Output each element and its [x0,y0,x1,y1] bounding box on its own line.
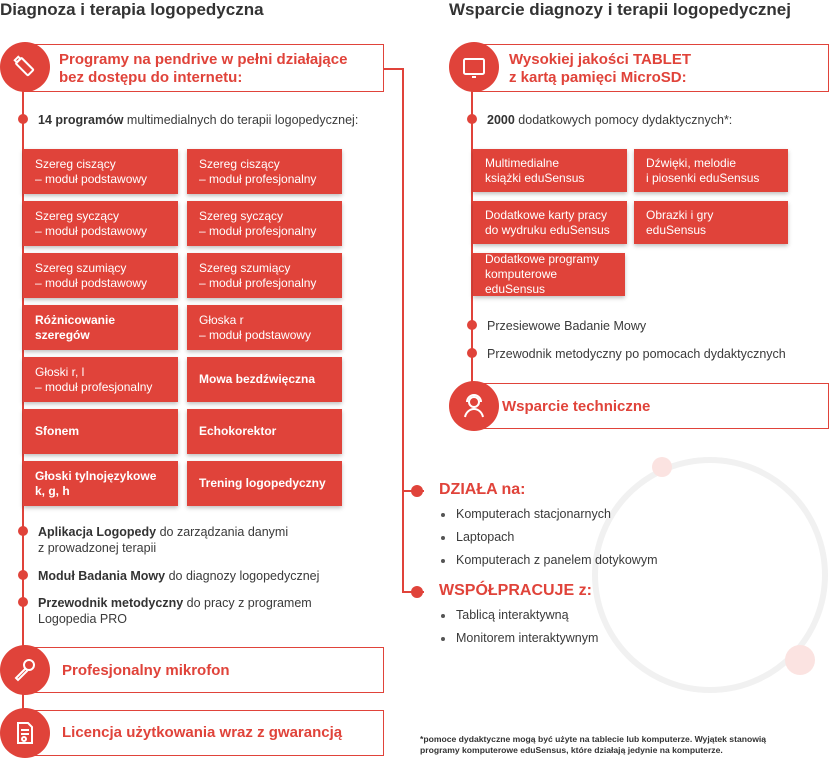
microphone-label: Profesjonalny mikrofon [62,662,230,679]
left-title: Diagnoza i terapia logopedyczna [0,0,264,19]
works-on-heading: DZIAŁA na: [439,481,526,498]
program-label: Mowa bezdźwięczna [199,372,316,386]
timeline-dot [467,348,477,358]
extra-bold: Aplikacja Logopedy [38,525,157,539]
aids-intro-text: dodatkowych pomocy dydaktycznych*: [514,113,733,127]
extra-item-guide [38,595,312,627]
program-button [187,357,342,402]
aid-button [473,253,625,296]
tablet-line2: z kartą pamięci MicroSD: [509,69,687,86]
aid-button [634,149,788,192]
connector-vertical [402,68,404,593]
program-label: Szereg ciszący [199,156,280,171]
program-sublabel: – moduł profesjonalny [199,171,317,186]
works-on-item: Komputerach z panelem dotykowym [456,553,658,567]
certificate-icon [0,708,50,758]
cooperates-item: Tablicą interaktywną [456,608,569,622]
extra-bold: Moduł Badania Mowy [38,569,166,583]
program-label: Szereg szumiący [35,260,127,275]
timeline-dot [467,320,477,330]
program-sublabel: – moduł profesjonalny [35,379,153,394]
pendrive-line1: Programy na pendrive w pełni działające [59,51,348,68]
support-agent-icon [449,381,499,431]
program-button [23,357,178,402]
footnote-line2: programy komputerowe eduSensus, które działają jedynie na komputerze. [420,745,723,755]
extra-line2: Logopedia PRO [38,612,127,626]
program-sublabel: – moduł podstawowy [35,275,148,290]
program-label: Szereg syczący [35,208,120,223]
program-button [187,461,342,506]
program-button [187,149,342,194]
aid-label: Dodatkowe programy [485,252,600,266]
extra-bold: Przewodnik metodyczny [38,596,184,610]
program-label: Szereg szumiący [199,260,291,275]
aids-intro [487,112,732,128]
pendrive-line2: bez dostępu do internetu: [59,69,243,86]
programs-intro [38,112,358,128]
program-button [23,149,178,194]
program-label: Trening logopedyczny [199,476,326,490]
program-button [187,253,342,298]
aid-sublabel: do wydruku eduSensus [485,222,610,237]
usb-drive-icon [0,42,50,92]
aid-sublabel: komputerowe eduSensus [485,267,558,296]
program-sublabel: – moduł podstawowy [35,171,148,186]
program-sublabel: – moduł profesjonalny [199,223,317,238]
program-label: Sfonem [35,424,80,438]
right-extra-guide: Przewodnik metodyczny po pomocach dydaktycznych [487,347,786,361]
aid-sublabel: książki eduSensus [485,170,585,185]
timeline-dot [18,570,28,580]
program-button [23,201,178,246]
section-dot [411,485,423,497]
tablet-line1: Wysokiej jakości TABLET [509,51,691,68]
program-button [23,305,178,350]
section-dot [411,586,423,598]
extra-item-app [38,524,288,556]
programs-count: 14 programów [38,113,124,127]
aid-button [473,201,627,244]
extra-rest: do diagnozy logopedycznej [165,569,320,583]
works-on-item: Laptopach [456,530,515,544]
timeline-dot [18,526,28,536]
list-bullet [441,637,445,641]
aid-label: Multimedialne [485,155,560,170]
tablet-icon [449,42,499,92]
program-button [187,409,342,454]
aid-label: Dodatkowe karty pracy [485,207,608,222]
aid-label: Obrazki i gry eduSensus [646,207,714,237]
extra-line2: z prowadzonej terapii [38,541,157,555]
program-label: Szereg ciszący [35,156,116,171]
extra-rest: do pracy z programem [183,596,312,610]
cooperates-heading: WSPÓŁPRACUJE z: [439,582,592,599]
program-button [23,253,178,298]
aids-count: 2000 [487,113,515,127]
extra-rest: do zarządzania danymi [156,525,289,539]
right-title: Wsparcie diagnozy i terapii logopedycznej [449,0,791,19]
pendrive-box-title [59,51,347,87]
program-label: Głoski r, l [35,364,85,379]
program-button [23,409,178,454]
program-sublabel: – moduł profesjonalny [199,275,317,290]
connector-top [382,68,404,70]
list-bullet [441,513,445,517]
list-bullet [441,614,445,618]
program-button [187,201,342,246]
aid-label: Dźwięki, melodie [646,155,737,170]
program-label: Głoski tylnojęzykowe [35,468,157,483]
footnote-line1: *pomoce dydaktyczne mogą być użyte na tablecie lub komputerze. Wyjątek stanowią [420,734,767,744]
footnote [420,734,766,756]
timeline-dot [467,114,477,124]
aid-button [473,149,627,192]
program-button [23,461,178,506]
list-bullet [441,559,445,563]
license-label: Licencja użytkowania wraz z gwarancją [62,724,343,741]
works-on-item: Komputerach stacjonarnych [456,507,611,521]
cooperates-item: Monitorem interaktywnym [456,631,599,645]
tablet-box-title [509,51,691,87]
aid-button [634,201,788,244]
program-sublabel: – moduł podstawowy [35,223,148,238]
decorative-ring [590,455,830,695]
microphone-icon [0,645,50,695]
timeline-dot [18,114,28,124]
program-button [187,305,342,350]
program-label: Różnicowanie [35,312,116,327]
timeline-dot [18,597,28,607]
extra-item-speech-module [38,568,319,584]
program-sublabel: k, g, h [35,483,70,498]
program-sublabel: szeregów [35,327,90,342]
aid-sublabel: i piosenki eduSensus [646,170,760,185]
list-bullet [441,536,445,540]
program-label: Głoska r [199,312,244,327]
programs-intro-text: multimedialnych do terapii logopedycznej: [123,113,359,127]
support-label: Wsparcie techniczne [502,398,651,415]
program-label: Echokorektor [199,424,277,438]
right-extra-screening: Przesiewowe Badanie Mowy [487,319,647,333]
program-label: Szereg syczący [199,208,284,223]
program-sublabel: – moduł podstawowy [199,327,312,342]
